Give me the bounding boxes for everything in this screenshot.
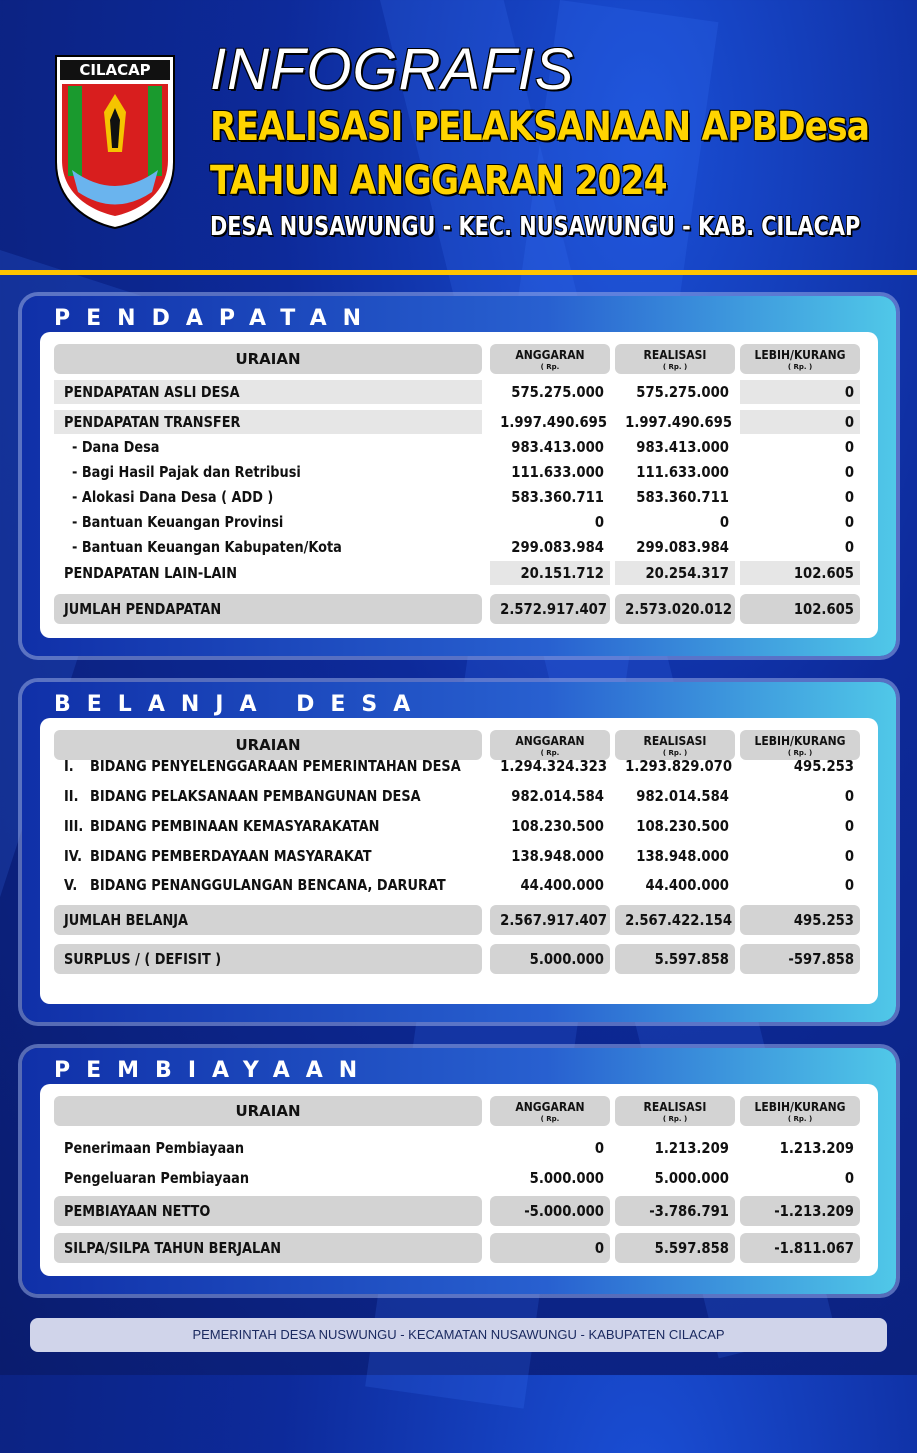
table-row (40, 908, 878, 932)
row-label: PENDAPATAN LAIN-LAIN (64, 564, 238, 582)
row-label: - Bantuan Keuangan Provinsi (72, 513, 284, 531)
section-pendapatan (22, 296, 896, 656)
row-label: SILPA/SILPA TAHUN BERJALAN (64, 1239, 282, 1257)
cell-lebih-kurang: 0 (844, 787, 854, 805)
row-label: PENDAPATAN ASLI DESA (64, 383, 240, 401)
row-number: IV. (64, 847, 83, 865)
section-title: PEMBIAYAAN (54, 1058, 374, 1083)
col-header-anggaran: ANGGARAN ( Rp. (490, 730, 610, 760)
row-label: BIDANG PEMBERDAYAAN MASYARAKAT (90, 847, 372, 865)
cell-realisasi: 138.948.000 (636, 847, 729, 865)
table-row (40, 597, 878, 621)
row-number: V. (64, 876, 78, 894)
title-line-1: REALISASI PELAKSANAAN APBDesa (210, 104, 870, 150)
cell-lebih-kurang: -1.811.067 (774, 1239, 854, 1257)
cell-anggaran: -5.000.000 (524, 1202, 604, 1220)
cell-anggaran: 983.413.000 (511, 438, 604, 456)
cell-realisasi: 5.597.858 (654, 950, 729, 968)
cell-realisasi: 44.400.000 (645, 876, 729, 894)
cell-anggaran: 1.294.324.323 (500, 757, 608, 775)
row-label: - Alokasi Dana Desa ( ADD ) (72, 488, 274, 506)
row-label: BIDANG PELAKSANAAN PEMBANGUNAN DESA (90, 787, 421, 805)
subtitle: DESA NUSAWUNGU - KEC. NUSAWUNGU - KAB. CILACAP (210, 212, 861, 242)
col-header-lebih-kurang: LEBIH/KURANG ( Rp. ) (740, 1096, 860, 1126)
cell-anggaran: 982.014.584 (511, 787, 604, 805)
row-label: - Bantuan Keuangan Kabupaten/Kota (72, 538, 342, 556)
section-title: BELANJA DESA (54, 692, 427, 717)
cell-anggaran: 575.275.000 (511, 383, 604, 401)
cilacap-emblem-logo (52, 52, 178, 230)
cell-lebih-kurang: 0 (844, 1169, 854, 1187)
table-row (40, 435, 878, 459)
infografis-heading: INFOGRAFIS (210, 37, 575, 102)
row-number: II. (64, 787, 79, 805)
table-row (40, 460, 878, 484)
cell-anggaran: 44.400.000 (520, 876, 604, 894)
col-header-lebih-kurang: LEBIH/KURANG ( Rp. ) (740, 730, 860, 760)
cell-lebih-kurang: 495.253 (793, 757, 854, 775)
cell-realisasi: 1.293.829.070 (625, 757, 733, 775)
cell-lebih-kurang: 495.253 (793, 911, 854, 929)
col-header-anggaran: ANGGARAN ( Rp. (490, 1096, 610, 1126)
cell-realisasi: 1.997.490.695 (625, 413, 733, 431)
cell-realisasi: 299.083.984 (636, 538, 729, 556)
cell-anggaran: 2.572.917.407 (500, 600, 608, 618)
cell-lebih-kurang: -597.858 (788, 950, 854, 968)
cell-realisasi: -3.786.791 (649, 1202, 729, 1220)
title-line-2: TAHUN ANGGARAN 2024 (210, 158, 667, 204)
row-label: BIDANG PEMBINAAN KEMASYARAKATAN (90, 817, 380, 835)
cell-lebih-kurang: 0 (844, 383, 854, 401)
row-label: - Dana Desa (72, 438, 160, 456)
cell-anggaran: 0 (594, 1139, 604, 1157)
belanja-table (40, 718, 878, 1004)
row-label: Penerimaan Pembiayaan (64, 1139, 245, 1157)
cell-anggaran: 138.948.000 (511, 847, 604, 865)
pendapatan-table (40, 332, 878, 638)
cell-realisasi: 108.230.500 (636, 817, 729, 835)
cell-lebih-kurang: 0 (844, 876, 854, 894)
cell-lebih-kurang: 0 (844, 463, 854, 481)
col-header-realisasi: REALISASI ( Rp. ) (615, 730, 735, 760)
cell-realisasi: 583.360.711 (636, 488, 729, 506)
cell-realisasi: 2.573.020.012 (625, 600, 733, 618)
pembiayaan-table (40, 1084, 878, 1276)
cell-realisasi: 575.275.000 (636, 383, 729, 401)
table-row (40, 844, 878, 868)
table-row (40, 410, 878, 434)
cell-realisasi: 111.633.000 (636, 463, 729, 481)
row-label: Pengeluaran Pembiayaan (64, 1169, 250, 1187)
cell-anggaran: 0 (594, 1239, 604, 1257)
section-pembiayaan (22, 1048, 896, 1294)
row-label: BIDANG PENYELENGGARAAN PEMERINTAHAN DESA (90, 757, 461, 775)
cell-lebih-kurang: 1.213.209 (779, 1139, 854, 1157)
cell-realisasi: 0 (719, 513, 729, 531)
cell-realisasi: 1.213.209 (654, 1139, 729, 1157)
cell-anggaran: 583.360.711 (511, 488, 604, 506)
cell-lebih-kurang: 0 (844, 488, 854, 506)
col-header-realisasi: REALISASI ( Rp. ) (615, 344, 735, 374)
cell-lebih-kurang: 0 (844, 438, 854, 456)
table-row (40, 510, 878, 534)
table-row (40, 561, 878, 585)
cell-lebih-kurang: 0 (844, 817, 854, 835)
row-label: JUMLAH BELANJA (64, 911, 189, 929)
cell-lebih-kurang: 0 (844, 513, 854, 531)
header (0, 0, 917, 270)
section-belanja-desa (22, 682, 896, 1022)
footer: PEMERINTAH DESA NUSWUNGU - KECAMATAN NUSAWUNGU - KABUPATEN CILACAP (30, 1318, 887, 1352)
table-row (40, 947, 878, 971)
table-row (40, 1199, 878, 1223)
cell-anggaran: 299.083.984 (511, 538, 604, 556)
cell-realisasi: 20.254.317 (645, 564, 729, 582)
table-row (40, 814, 878, 838)
col-header-uraian: URAIAN (54, 730, 482, 760)
table-row (40, 380, 878, 404)
row-label: - Bagi Hasil Pajak dan Retribusi (72, 463, 301, 481)
col-header-lebih-kurang: LEBIH/KURANG ( Rp. ) (740, 344, 860, 374)
cell-anggaran: 111.633.000 (511, 463, 604, 481)
table-row (40, 1166, 878, 1190)
row-label: PENDAPATAN TRANSFER (64, 413, 241, 431)
cell-lebih-kurang: 0 (844, 538, 854, 556)
cell-anggaran: 0 (594, 513, 604, 531)
col-header-uraian: URAIAN (54, 1096, 482, 1126)
table-row (40, 784, 878, 808)
cell-realisasi: 5.000.000 (654, 1169, 729, 1187)
cell-anggaran: 20.151.712 (520, 564, 604, 582)
cell-lebih-kurang: 102.605 (793, 600, 854, 618)
section-title: PENDAPATAN (54, 306, 378, 331)
cell-lebih-kurang: 0 (844, 847, 854, 865)
row-number: I. (64, 757, 74, 775)
cell-lebih-kurang: -1.213.209 (774, 1202, 854, 1220)
table-row (40, 485, 878, 509)
cell-anggaran: 5.000.000 (529, 1169, 604, 1187)
table-row (40, 873, 878, 897)
col-header-realisasi: REALISASI ( Rp. ) (615, 1096, 735, 1126)
cell-anggaran: 5.000.000 (529, 950, 604, 968)
row-label: PEMBIAYAAN NETTO (64, 1202, 211, 1220)
divider (0, 270, 917, 275)
cell-realisasi: 982.014.584 (636, 787, 729, 805)
col-header-uraian: URAIAN (54, 344, 482, 374)
col-header-anggaran: ANGGARAN ( Rp. (490, 344, 610, 374)
row-label: SURPLUS / ( DEFISIT ) (64, 950, 222, 968)
cell-realisasi: 2.567.422.154 (625, 911, 733, 929)
table-row (40, 1236, 878, 1260)
cell-anggaran: 108.230.500 (511, 817, 604, 835)
cell-realisasi: 983.413.000 (636, 438, 729, 456)
table-row (40, 535, 878, 559)
row-number: III. (64, 817, 84, 835)
svg-text:CILACAP: CILACAP (79, 61, 151, 79)
cell-lebih-kurang: 102.605 (793, 564, 854, 582)
cell-anggaran: 2.567.917.407 (500, 911, 608, 929)
table-row (40, 1136, 878, 1160)
cell-lebih-kurang: 0 (844, 413, 854, 431)
row-label: JUMLAH PENDAPATAN (64, 600, 222, 618)
row-label: BIDANG PENANGGULANGAN BENCANA, DARURAT (90, 876, 446, 894)
table-row (40, 754, 878, 778)
cell-realisasi: 5.597.858 (654, 1239, 729, 1257)
cell-anggaran: 1.997.490.695 (500, 413, 608, 431)
